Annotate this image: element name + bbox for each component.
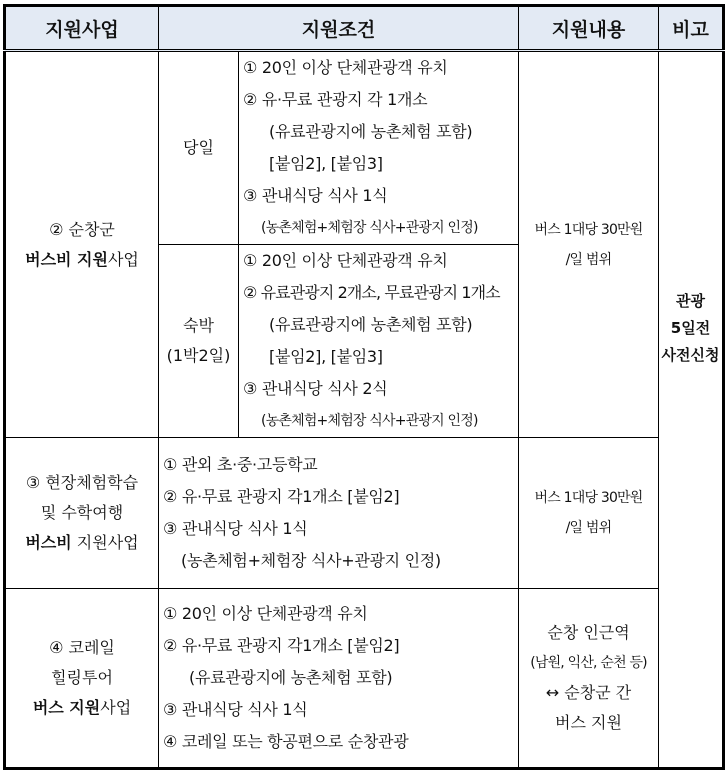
condition-line: (농촌체험+체험장 식사+관광지 인정) xyxy=(181,551,441,570)
condition-line: ③ 관내식당 식사 1식 xyxy=(163,519,308,538)
content-cell xyxy=(519,51,659,438)
text: 사업 xyxy=(100,698,132,717)
program-name-line xyxy=(6,693,158,723)
text: 사업 xyxy=(107,249,139,269)
conditions-cell xyxy=(159,438,519,589)
header-conditions: 지원조건 xyxy=(159,6,519,51)
condition-line: (농촌체험+체험장 식사+관광지 인정) xyxy=(261,413,478,429)
content-line: 순창 인근역 xyxy=(547,623,630,642)
program-name-line xyxy=(6,528,158,558)
condition-line: ① 20인 이상 단체관광객 유치 xyxy=(243,251,448,270)
content-line: 버스 1대당 30만원 xyxy=(534,221,643,238)
text: 지원사업 xyxy=(71,533,139,552)
conditions-cell xyxy=(239,51,519,245)
condition-line: [붙임2], [붙임3] xyxy=(269,347,383,366)
content-line: /일 범위 xyxy=(565,520,612,536)
condition-line: ① 20인 이상 단체관광객 유치 xyxy=(243,58,448,77)
condition-line: (유료관광지에 농촌체험 포함) xyxy=(189,668,393,687)
note-cell xyxy=(659,51,724,769)
sub-type-detail: (1박2일) xyxy=(166,346,231,365)
header-content: 지원내용 xyxy=(519,6,659,51)
note-line: 사전신청 xyxy=(661,346,720,364)
support-program-table xyxy=(3,4,725,770)
condition-line: [붙임2], [붙임3] xyxy=(269,154,383,173)
content-line: 버스 지원 xyxy=(555,713,622,732)
sub-type-cell xyxy=(159,245,239,438)
program-name-cell xyxy=(5,589,159,769)
condition-line: ③ 관내식당 식사 1식 xyxy=(163,700,308,719)
content-line: /일 범위 xyxy=(565,251,612,268)
sub-type: 숙박 xyxy=(183,316,214,335)
note-line: 관광 xyxy=(676,292,705,310)
condition-line: ② 유·무료 관광지 각1개소 [붙임2] xyxy=(163,636,400,655)
program-name-line: ③ 현장체험학습 xyxy=(25,473,139,492)
table-row xyxy=(5,51,724,245)
header-row xyxy=(5,6,724,51)
condition-line: ② 유·무료 관광지 각 1개소 xyxy=(243,90,428,109)
header-program: 지원사업 xyxy=(5,6,159,51)
bold-text: 버스비 xyxy=(25,533,72,552)
condition-line: ② 유·무료 관광지 각1개소 [붙임2] xyxy=(163,487,400,506)
condition-line: (농촌체험+체험장 식사+관광지 인정) xyxy=(261,220,478,236)
program-name-line: 힐링투어 xyxy=(51,668,113,687)
program-name-line: ② 순창군 xyxy=(49,219,115,239)
note-line: 5일전 xyxy=(670,319,711,337)
conditions-cell xyxy=(239,245,519,438)
header-note: 비고 xyxy=(659,6,724,51)
content-cell xyxy=(519,438,659,589)
content-line: 버스 1대당 30만원 xyxy=(534,490,643,506)
condition-line: ③ 관내식당 식사 2식 xyxy=(243,379,388,398)
bold-text: 버스 지원 xyxy=(32,698,101,717)
table-row xyxy=(5,589,724,769)
sub-type: 당일 xyxy=(183,138,214,157)
program-name-line xyxy=(6,245,158,275)
condition-line: ③ 관내식당 식사 1식 xyxy=(243,186,388,205)
conditions-cell xyxy=(159,589,519,769)
program-name-line: ④ 코레일 xyxy=(49,638,115,657)
condition-line: ④ 코레일 또는 항공편으로 순창관광 xyxy=(163,732,409,751)
condition-line: (유료관광지에 농촌체험 포함) xyxy=(269,315,473,334)
condition-line: ① 20인 이상 단체관광객 유치 xyxy=(163,604,368,623)
program-name-cell xyxy=(5,438,159,589)
program-name-cell xyxy=(5,51,159,438)
condition-line: (유료관광지에 농촌체험 포함) xyxy=(269,122,473,141)
content-line: ↔ 순창군 간 xyxy=(545,683,632,702)
content-cell xyxy=(519,589,659,769)
condition-line: ① 관외 초·중·고등학교 xyxy=(163,455,318,474)
condition-line: ② 유료관광지 2개소, 무료관광지 1개소 xyxy=(243,283,500,302)
content-line: (남원, 익산, 순천 등) xyxy=(530,655,647,671)
table-row xyxy=(5,438,724,589)
program-name-line: 및 수학여행 xyxy=(40,503,124,522)
bold-text: 버스비 지원 xyxy=(25,249,108,269)
sub-type-cell xyxy=(159,51,239,245)
